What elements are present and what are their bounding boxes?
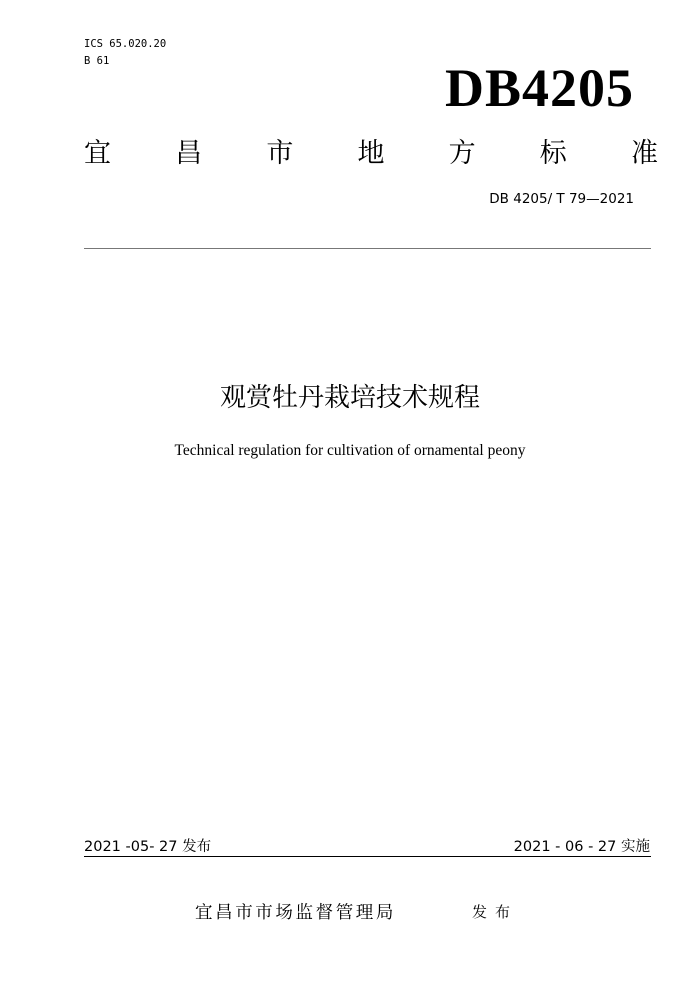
- ics-code: ICS 65.020.20: [84, 38, 167, 50]
- standard-type-char: 准: [630, 138, 658, 169]
- standard-type-char: 标: [539, 138, 567, 169]
- standard-code: DB4205: [444, 58, 634, 118]
- document-title-english: Technical regulation for cultivation of ornamental peony: [174, 442, 526, 459]
- document-title-chinese: 观赏牡丹栽培技术规程: [219, 383, 480, 413]
- header-divider: [84, 248, 651, 249]
- footer-divider: [84, 856, 651, 857]
- implementation-date: 2021 - 06 - 27 实施: [513, 839, 650, 855]
- issue-date: 2021 -05- 27 发布: [84, 839, 212, 855]
- standard-type-char: 市: [266, 138, 294, 169]
- standard-type: [84, 136, 658, 172]
- standard-type-char: 方: [448, 138, 476, 169]
- standard-type-char: 昌: [175, 138, 203, 169]
- publish-label: 发布: [472, 903, 519, 921]
- standard-type-char: 地: [357, 138, 385, 169]
- publisher-name: 宜昌市市场监督管理局: [195, 903, 396, 923]
- classification-code: B 61: [84, 55, 110, 67]
- standard-number: DB 4205/ T 79—2021: [489, 191, 634, 207]
- standard-type-char: 宜: [84, 138, 111, 169]
